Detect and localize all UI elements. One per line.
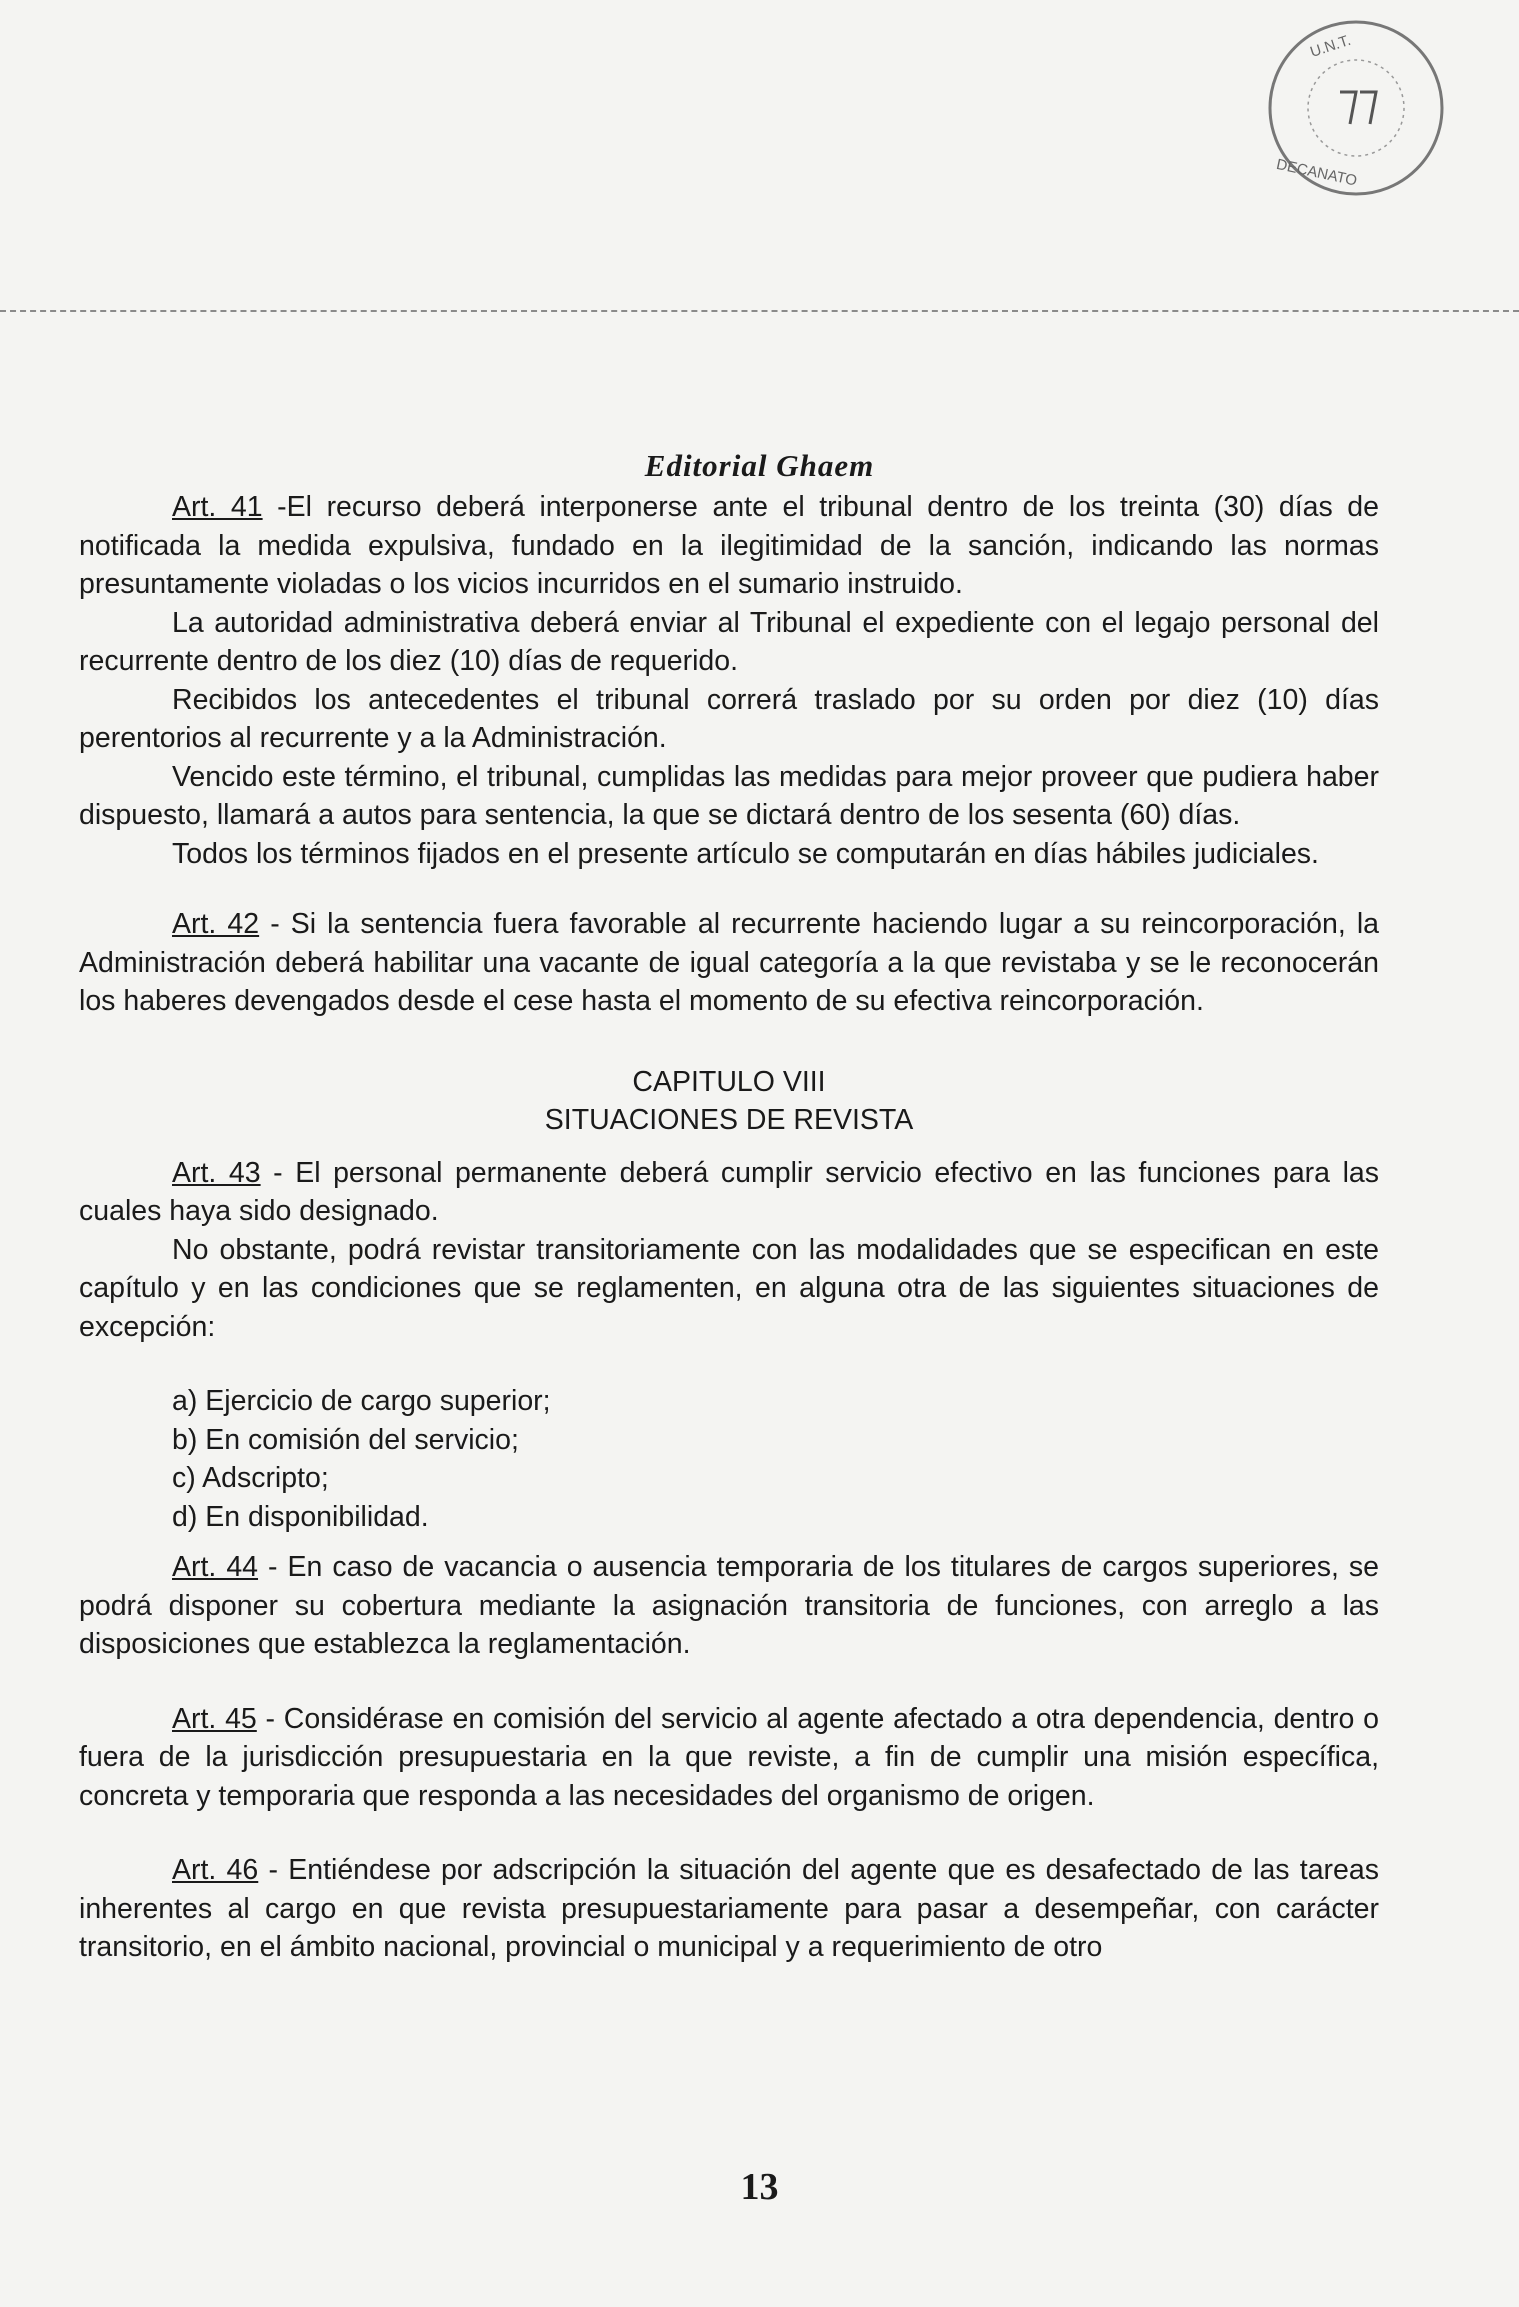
chapter-title: SITUACIONES DE REVISTA xyxy=(544,1104,914,1136)
article-number: Art. 41 xyxy=(172,491,263,523)
article-text: Si la sentencia fuera favorable al recurrente haciendo lugar a su reincorporación, la Administración deberá habilitar una vacante de igual categoría a la que revistaba y se le reconocerán los haberes devengados desde el cese hasta el momento de su efectiva reincorporación. xyxy=(79,908,1379,1017)
article-41: Art. 41 -El recurso deberá interponerse ante el tribunal dentro de los treinta (30) días de notificada la medida expulsiva, fundado en la ilegitimidad de la sanción, indicando las normas presuntamente violadas o los vicios incurridos en el sumario instruido. xyxy=(79,491,1379,600)
list-item: a) Ejercicio de cargo superior; xyxy=(172,1385,551,1417)
list-item: c) Adscripto; xyxy=(172,1462,329,1494)
paragraph: La autoridad administrativa deberá enviar al Tribunal el expediente con el legajo personal del recurrente dentro de los diez (10) días de requerido. xyxy=(79,606,1379,677)
article-45: Art. 45 - Considérase en comisión del servicio al agente afectado a otra dependencia, dentro o fuera de la jurisdicción presupuestaria en la que reviste, a fin de cumplir una misión específica, concreta y temporaria que responda a las necesidades del organismo de origen. xyxy=(79,1702,1379,1812)
article-number: Art. 45 xyxy=(172,1702,257,1735)
paragraph: Todos los términos fijados en el presente artículo se computarán en días hábiles judiciales. xyxy=(172,837,1319,870)
article-number: Art. 43 xyxy=(172,1156,261,1189)
document-body xyxy=(79,488,1379,1967)
page-number: 13 xyxy=(740,2166,779,2208)
chapter-number: CAPITULO VIII xyxy=(632,1065,826,1098)
list-item: d) En disponibilidad. xyxy=(172,1500,429,1533)
article-number: Art. 44 xyxy=(172,1551,259,1583)
list-item: b) En comisión del servicio; xyxy=(172,1423,519,1456)
paragraph: Recibidos los antecedentes el tribunal correrá traslado por su orden por diez (10) días perentorios al recurrente y a la Administración. xyxy=(79,683,1379,754)
paragraph: No obstante, podrá revistar transitoriamente con las modalidades que se especifican en este capítulo y en las condiciones que se reglamenten, en alguna otra de las siguientes situaciones de excepción: xyxy=(79,1233,1379,1343)
publisher-watermark: Editorial Ghaem xyxy=(644,448,875,483)
article-text: El recurso deberá interponerse ante el tribunal dentro de los treinta (30) días de notificada la medida expulsiva, fundado en la ilegitimidad de la sanción, indicando las normas presuntamente violadas o los vicios incurridos en el sumario instruido. xyxy=(79,491,1379,600)
bleed-through-text xyxy=(70,40,1449,224)
article-44: Art. 44 - En caso de vacancia o ausencia temporaria de los titulares de cargos superiores, se podrá disponer su cobertura mediante la asignación transitoria de funciones, con arreglo a las disposiciones que establezca la reglamentación. xyxy=(79,1551,1379,1660)
article-42: Art. 42 - Si la sentencia fuera favorable al recurrente haciendo lugar a su reincorporación, la Administración deberá habilitar una vacante de igual categoría a la que revistaba y se le reconocerán los haberes devengados desde el cese hasta el momento de su efectiva reincorporación. xyxy=(79,908,1379,1017)
svg-text:U.N.T.: U.N.T. xyxy=(1308,31,1353,61)
situations-list xyxy=(79,1382,1379,1536)
article-text: Entiéndese por adscripción la situación del agente que es desafectado de las tareas inherentes al cargo en que revista presupuestariamente para pasar a desempeñar, con carácter transitorio, en el ámbito nacional, provincial o municipal y a requerimiento de otro xyxy=(79,1854,1379,1963)
seal-stamp xyxy=(1260,12,1452,204)
article-43: Art. 43 - El personal permanente deberá cumplir servicio efectivo en las funciones para las cuales haya sido designado. xyxy=(79,1156,1379,1227)
article-text: El personal permanente deberá cumplir servicio efectivo en las funciones para las cuales haya sido designado. xyxy=(79,1156,1379,1227)
article-46: Art. 46 - Entiéndese por adscripción la situación del agente que es desafectado de las tareas inherentes al cargo en que revista presupuestariamente para pasar a desempeñar, con carácter transitorio, en el ámbito nacional, provincial o municipal y a requerimiento de otro xyxy=(79,1854,1379,1963)
article-number: Art. 46 xyxy=(172,1854,259,1886)
article-text: Considérase en comisión del servicio al agente afectado a otra dependencia, dentro o fuera de la jurisdicción presupuestaria en la que reviste, a fin de cumplir una misión específica, concreta y temporaria que responda a las necesidades del organismo de origen. xyxy=(79,1702,1379,1812)
article-text: En caso de vacancia o ausencia temporaria de los titulares de cargos superiores, se podrá disponer su cobertura mediante la asignación transitoria de funciones, con arreglo a las disposiciones que establezca la reglamentación. xyxy=(79,1551,1379,1660)
article-number: Art. 42 xyxy=(172,908,260,940)
paragraph: Vencido este término, el tribunal, cumplidas las medidas para mejor proveer que pudiera haber dispuesto, llamará a autos para sentencia, la que se dictará dentro de los sesenta (60) días. xyxy=(79,760,1379,831)
svg-text:DECANATO: DECANATO xyxy=(1274,155,1359,190)
page-divider-line xyxy=(0,310,1519,312)
